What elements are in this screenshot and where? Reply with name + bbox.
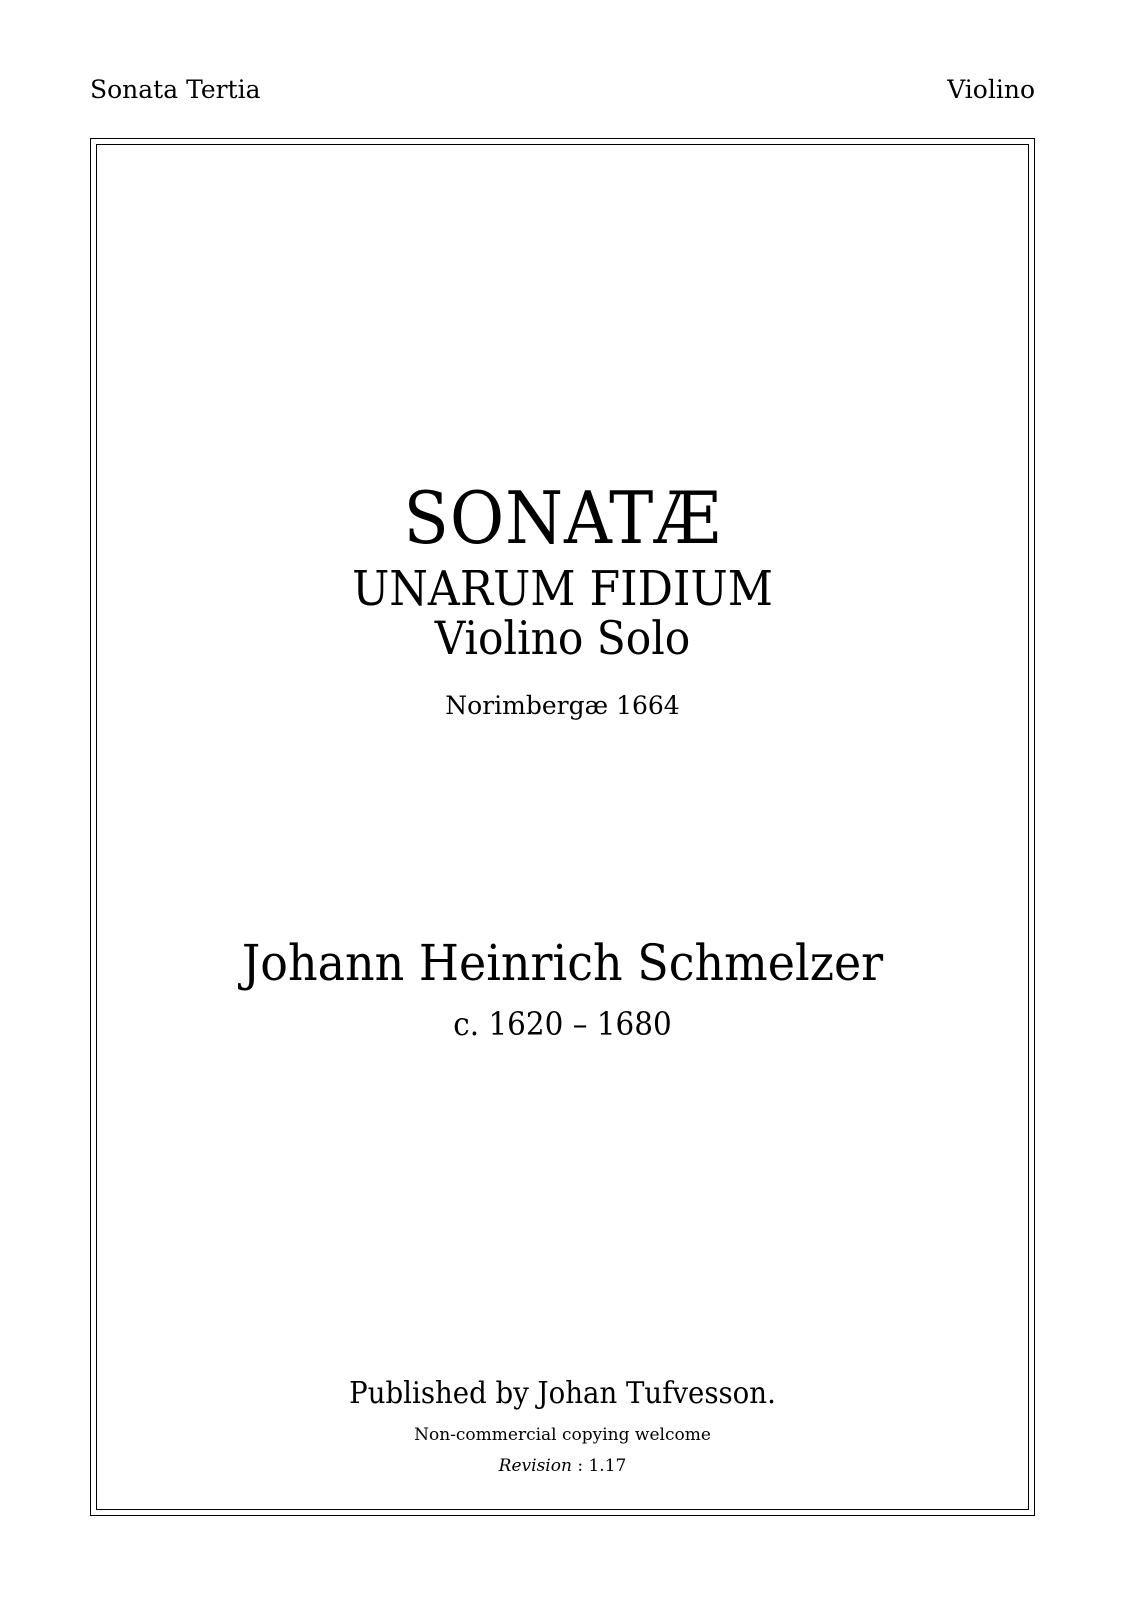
publisher-line: Published by Johan Tufvesson. xyxy=(349,1376,776,1411)
page-subtitle: UNARUM FIDIUM xyxy=(352,561,773,617)
revision-line xyxy=(97,1458,1028,1475)
title-page-frame xyxy=(90,138,1035,1516)
composer-name: Johann Heinrich Schmelzer xyxy=(241,934,884,992)
header-right-instrument: Violino xyxy=(947,75,1035,104)
page-title: SONATÆ xyxy=(403,476,722,560)
revision-separator: : xyxy=(571,1456,589,1476)
revision-value: 1.17 xyxy=(588,1456,627,1476)
revision-label: Revision xyxy=(498,1456,572,1476)
header-left-title: Sonata Tertia xyxy=(90,75,261,104)
running-header xyxy=(90,76,1035,116)
place-year: Norimbergæ 1664 xyxy=(445,691,680,720)
composer-dates: c. 1620 – 1680 xyxy=(453,1005,672,1043)
licence-note: Non-commercial copying welcome xyxy=(414,1425,711,1445)
title-page-inner-frame xyxy=(96,144,1029,1510)
instrument-label: Violino Solo xyxy=(434,611,691,665)
